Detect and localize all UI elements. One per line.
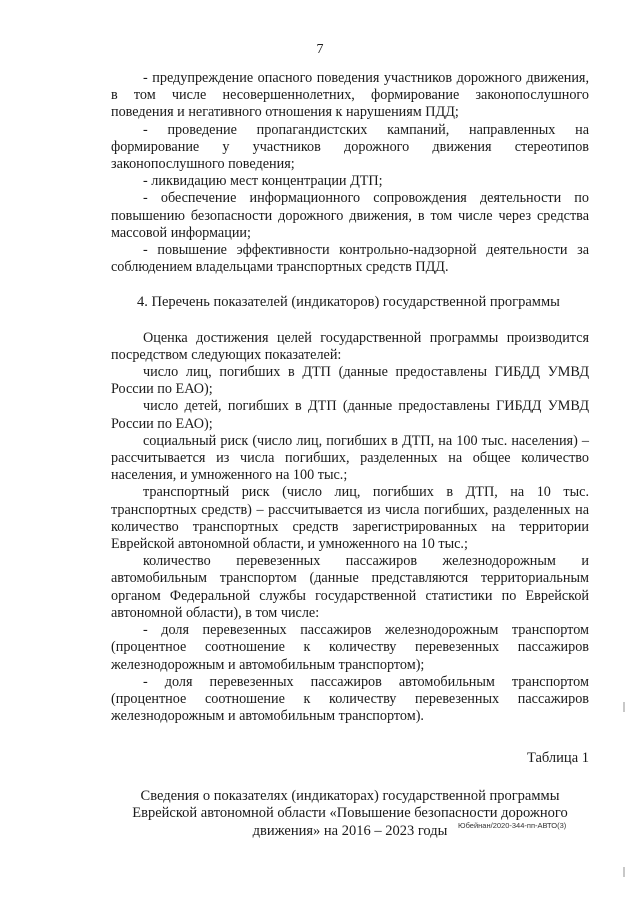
scan-edge-mark: [623, 867, 625, 877]
paragraph-hotspots: - ликвидацию мест концентрации ДТП;: [143, 173, 383, 190]
table-label: Таблица 1: [526, 750, 589, 767]
indicator-rail-share: - доля перевезенных пассажиров железнодорожным транспортом (процентное соотношение к количеству перевезенных пассажиров железнодорожным и автомобильным транспортом);: [111, 622, 589, 673]
indicator-passengers: количество перевезенных пассажиров железнодорожным и автомобильным транспортом (данные представляются территориальным органом Федеральной службы государственной статистики по Еврейской автономной области), в том числе:: [111, 553, 589, 621]
paragraph-campaigns: - проведение пропагандистских кампаний, направленных на формирование у участников дорожного движения стереотипов законопослушного поведения;: [111, 121, 589, 173]
scan-edge-mark: [623, 702, 625, 712]
table-caption: Сведения о показателях (индикаторах) государственной программы Еврейской автономной области «Повышение безопасности дорожного движения» на 2016 – 2023 годы: [132, 787, 568, 839]
paragraph-information: - обеспечение информационного сопровождения деятельности по повышению безопасности дорожного движения, в том числе через средства массовой информации;: [111, 190, 589, 241]
indicator-deaths: число лиц, погибших в ДТП (данные предоставлены ГИБДД УМВД России по ЕАО);: [111, 364, 589, 398]
indicator-social-risk: социальный риск (число лиц, погибших в ДТП, на 100 тыс. населения) – рассчитывается из числа погибших, разделенных на общее количество населения, и умноженного на 100 тыс.;: [111, 432, 589, 484]
indicator-child-deaths: число детей, погибших в ДТП (данные предоставлены ГИБДД УМВД России по ЕАО);: [111, 398, 589, 432]
paragraph-prevention: - предупреждение опасного поведения участников дорожного движения, в том числе несовершеннолетних, формирование законопослушного поведения и негативного отношения к нарушениям ПДД;: [111, 70, 589, 121]
indicator-transport-risk: транспортный риск (число лиц, погибших в ДТП, на 10 тыс. транспортных средств) – рассчитывается из числа погибших, разделенных на количество транспортных средств зарегистрированных на территории Еврейской автономной области, и умноженного на 10 тыс.;: [111, 484, 589, 553]
indicators-intro: Оценка достижения целей государственной программы производится посредством следующих показателей:: [111, 329, 589, 363]
document-code: Юбейнан/2020-344-пп-АВТО(3): [458, 821, 567, 830]
indicator-auto-share: - доля перевезенных пассажиров автомобильным транспортом (процентное соотношение к количеству перевезенных пассажиров железнодорожным и автомобильным транспортом).: [111, 673, 589, 725]
document-body: [111, 70, 589, 840]
section-heading: 4. Перечень показателей (индикаторов) государственной программы: [137, 294, 560, 311]
paragraph-supervision: - повышение эффективности контрольно-надзорной деятельности за соблюдением владельцами транспортных средств ПДД.: [111, 242, 589, 276]
page-number: 7: [316, 42, 324, 57]
